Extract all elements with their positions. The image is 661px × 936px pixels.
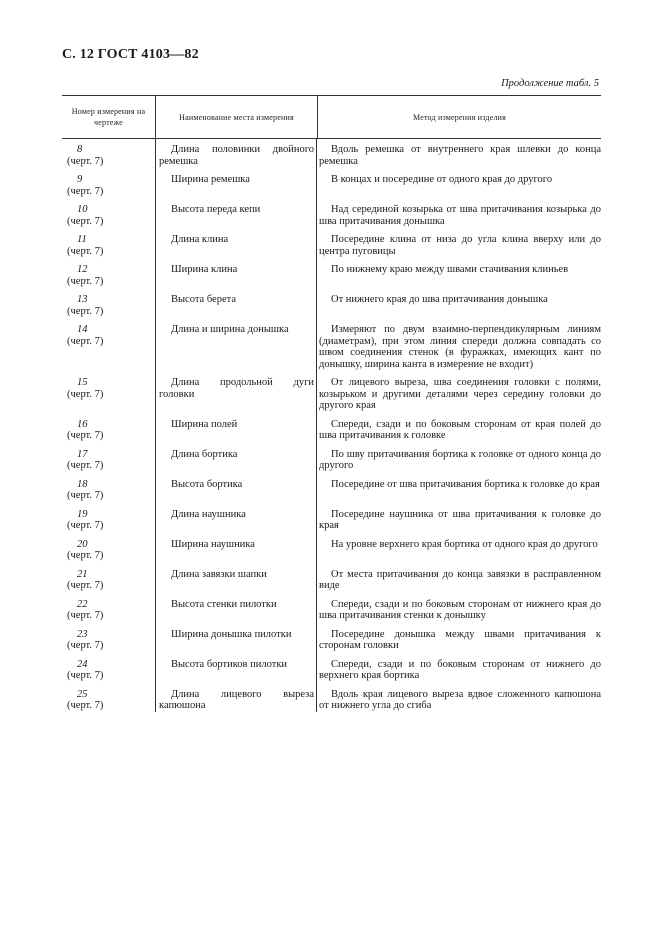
- measurement-place: Ширина донышка пилотки: [171, 628, 292, 640]
- drawing-reference: (черт. 7): [67, 700, 104, 711]
- table-row: [62, 592, 601, 622]
- measurement-number-cell: [62, 264, 155, 287]
- table-row: [62, 532, 601, 562]
- measurement-number-cell: [62, 204, 155, 227]
- measurement-place: Высота стенки пилотки: [171, 598, 277, 610]
- drawing-reference: (черт. 7): [67, 430, 104, 441]
- table-row: [62, 167, 601, 197]
- measurement-number-cell: [62, 599, 155, 622]
- drawing-reference: (черт. 7): [67, 610, 104, 621]
- measurement-number: 9: [77, 174, 83, 185]
- measurement-number-cell: [62, 569, 155, 592]
- drawing-reference: (черт. 7): [67, 155, 104, 167]
- table-row: [62, 412, 601, 442]
- column-header-name: Наименование места измерения: [156, 96, 318, 138]
- measurement-number: 20: [77, 538, 88, 550]
- measurement-place: Длина лицевого выреза капюшона: [159, 688, 314, 711]
- measurement-method: Посередине донышка между швами притачивания к сторонам головки: [319, 628, 601, 651]
- measurement-number-cell: [62, 234, 155, 257]
- measurement-place: Длина половинки двойного ремешка: [159, 144, 314, 167]
- measurement-number-cell: [62, 659, 155, 682]
- table-row: [62, 472, 601, 502]
- measurement-number: 17: [77, 448, 88, 460]
- column-header-number: Номер измерения на чертеже: [62, 96, 156, 138]
- table-row: [62, 442, 601, 472]
- drawing-reference: (черт. 7): [67, 245, 104, 257]
- measurement-number: 10: [77, 204, 88, 215]
- table-row: [62, 317, 601, 370]
- table-row: [62, 622, 601, 652]
- measurement-number: 15: [77, 377, 88, 388]
- table-row: [62, 227, 601, 257]
- table-row: [62, 257, 601, 287]
- drawing-reference: (черт. 7): [67, 460, 104, 471]
- table-header: [62, 95, 601, 139]
- drawing-reference: (черт. 7): [67, 388, 104, 400]
- measurement-number-cell: [62, 509, 155, 532]
- measurement-method: Спереди, сзади и по боковым сторонам от нижнего края до шва притачивания стенки к донышку: [319, 598, 601, 621]
- measurement-number-cell: [62, 629, 155, 652]
- measurement-number-cell: [62, 449, 155, 472]
- measurement-table: [62, 95, 601, 712]
- measurement-method: Измеряют по двум взаимно-перпендикулярным линиям (диаметрам), при этом линия спереди должна совпадать со швом соединения стенок (в фуражках, имеющих кант по донышку, ширина канта в измерение не входит): [319, 324, 601, 370]
- measurement-number-cell: [62, 377, 155, 412]
- measurement-place: Ширина клина: [171, 264, 238, 275]
- drawing-reference: (черт. 7): [67, 490, 104, 501]
- measurement-number-cell: [62, 479, 155, 502]
- measurement-place: Высота переда кепи: [171, 204, 261, 215]
- table-row: [62, 682, 601, 712]
- drawing-reference: (черт. 7): [67, 550, 104, 561]
- drawing-reference: (черт. 7): [67, 580, 104, 591]
- measurement-number: 23: [77, 628, 88, 640]
- measurement-method: Посередине наушника от шва притачивания к головке до края: [319, 508, 601, 531]
- measurement-method: По шву притачивания бортика к головке от одного конца до другого: [319, 448, 601, 471]
- measurement-number-cell: [62, 294, 155, 317]
- measurement-method: От нижнего края до шва притачивания донышка: [331, 294, 548, 305]
- measurement-number: 16: [77, 418, 88, 430]
- measurement-number-cell: [62, 539, 155, 562]
- table-continuation-label: Продолжение табл. 5: [501, 78, 599, 89]
- measurement-method: Посередине клина от низа до угла клина вверху или до центра пуговицы: [319, 234, 601, 257]
- measurement-number: 11: [77, 234, 87, 245]
- measurement-method: От места притачивания до конца завязки в расправленном виде: [319, 568, 601, 591]
- measurement-place: Длина бортика: [171, 448, 238, 460]
- measurement-place: Ширина наушника: [171, 538, 255, 550]
- drawing-reference: (черт. 7): [67, 305, 104, 317]
- measurement-number: 22: [77, 598, 88, 610]
- table-body: [62, 139, 601, 712]
- measurement-method: Спереди, сзади и по боковым сторонам от края полей до шва притачивания к головке: [319, 418, 601, 441]
- measurement-method: В концах и посередине от одного края до другого: [331, 174, 553, 185]
- measurement-place: Длина клина: [171, 234, 229, 245]
- measurement-place: Длина и ширина донышка: [171, 324, 289, 335]
- measurement-number: 12: [77, 264, 88, 275]
- drawing-reference: (черт. 7): [67, 335, 104, 347]
- measurement-number-cell: [62, 689, 155, 712]
- column-header-method: Метод измерения изделия: [413, 112, 506, 122]
- table-row: [62, 287, 601, 317]
- measurement-method: По нижнему краю между швами стачивания клиньев: [331, 264, 569, 275]
- measurement-place: Высота бортиков пилотки: [171, 658, 288, 670]
- table-row: [62, 197, 601, 227]
- table-row: [62, 370, 601, 412]
- drawing-reference: (черт. 7): [67, 185, 104, 197]
- measurement-place: Длина завязки шапки: [171, 568, 267, 580]
- measurement-number: 14: [77, 324, 88, 335]
- measurement-number: 21: [77, 568, 88, 580]
- measurement-number: 18: [77, 478, 88, 490]
- measurement-method: Посередине от шва притачивания бортика к головке до края: [331, 478, 600, 490]
- drawing-reference: (черт. 7): [67, 275, 104, 287]
- measurement-method: Спереди, сзади и по боковым сторонам от нижнего до верхнего края бортика: [319, 658, 601, 681]
- measurement-number: 13: [77, 294, 88, 305]
- drawing-reference: (черт. 7): [67, 670, 104, 681]
- page-title: С. 12 ГОСТ 4103—82: [62, 47, 199, 62]
- measurement-number: 19: [77, 508, 88, 520]
- table-row: [62, 562, 601, 592]
- measurement-method: На уровне верхнего края бортика от одного края до другого: [331, 538, 598, 550]
- measurement-method: Над серединой козырька от шва притачивания козырька до шва притачивания донышка: [319, 204, 601, 227]
- measurement-place: Высота берета: [171, 294, 236, 305]
- measurement-method: От лицевого выреза, шва соединения головки с полями, козырьком и другими деталями через середину головки до другого края: [319, 377, 601, 411]
- table-row: [62, 139, 601, 167]
- measurement-place: Высота бортика: [171, 478, 243, 490]
- measurement-place: Длина продольной дуги головки: [159, 377, 314, 400]
- measurement-number: 8: [77, 144, 83, 155]
- measurement-number: 24: [77, 658, 88, 670]
- measurement-place: Ширина ремешка: [171, 174, 250, 185]
- measurement-number: 25: [77, 688, 88, 700]
- drawing-reference: (черт. 7): [67, 640, 104, 651]
- measurement-number-cell: [62, 174, 155, 197]
- measurement-place: Ширина полей: [171, 418, 238, 430]
- table-row: [62, 652, 601, 682]
- measurement-number-cell: [62, 419, 155, 442]
- measurement-method: Вдоль края лицевого выреза вдвое сложенного капюшона от нижнего угла до сгиба: [319, 688, 601, 711]
- measurement-number-cell: [62, 324, 155, 370]
- table-row: [62, 502, 601, 532]
- drawing-reference: (черт. 7): [67, 520, 104, 531]
- drawing-reference: (черт. 7): [67, 215, 104, 227]
- measurement-number-cell: [62, 144, 155, 167]
- measurement-method: Вдоль ремешка от внутреннего края шлевки до конца ремешка: [319, 144, 601, 167]
- measurement-place: Длина наушника: [171, 508, 246, 520]
